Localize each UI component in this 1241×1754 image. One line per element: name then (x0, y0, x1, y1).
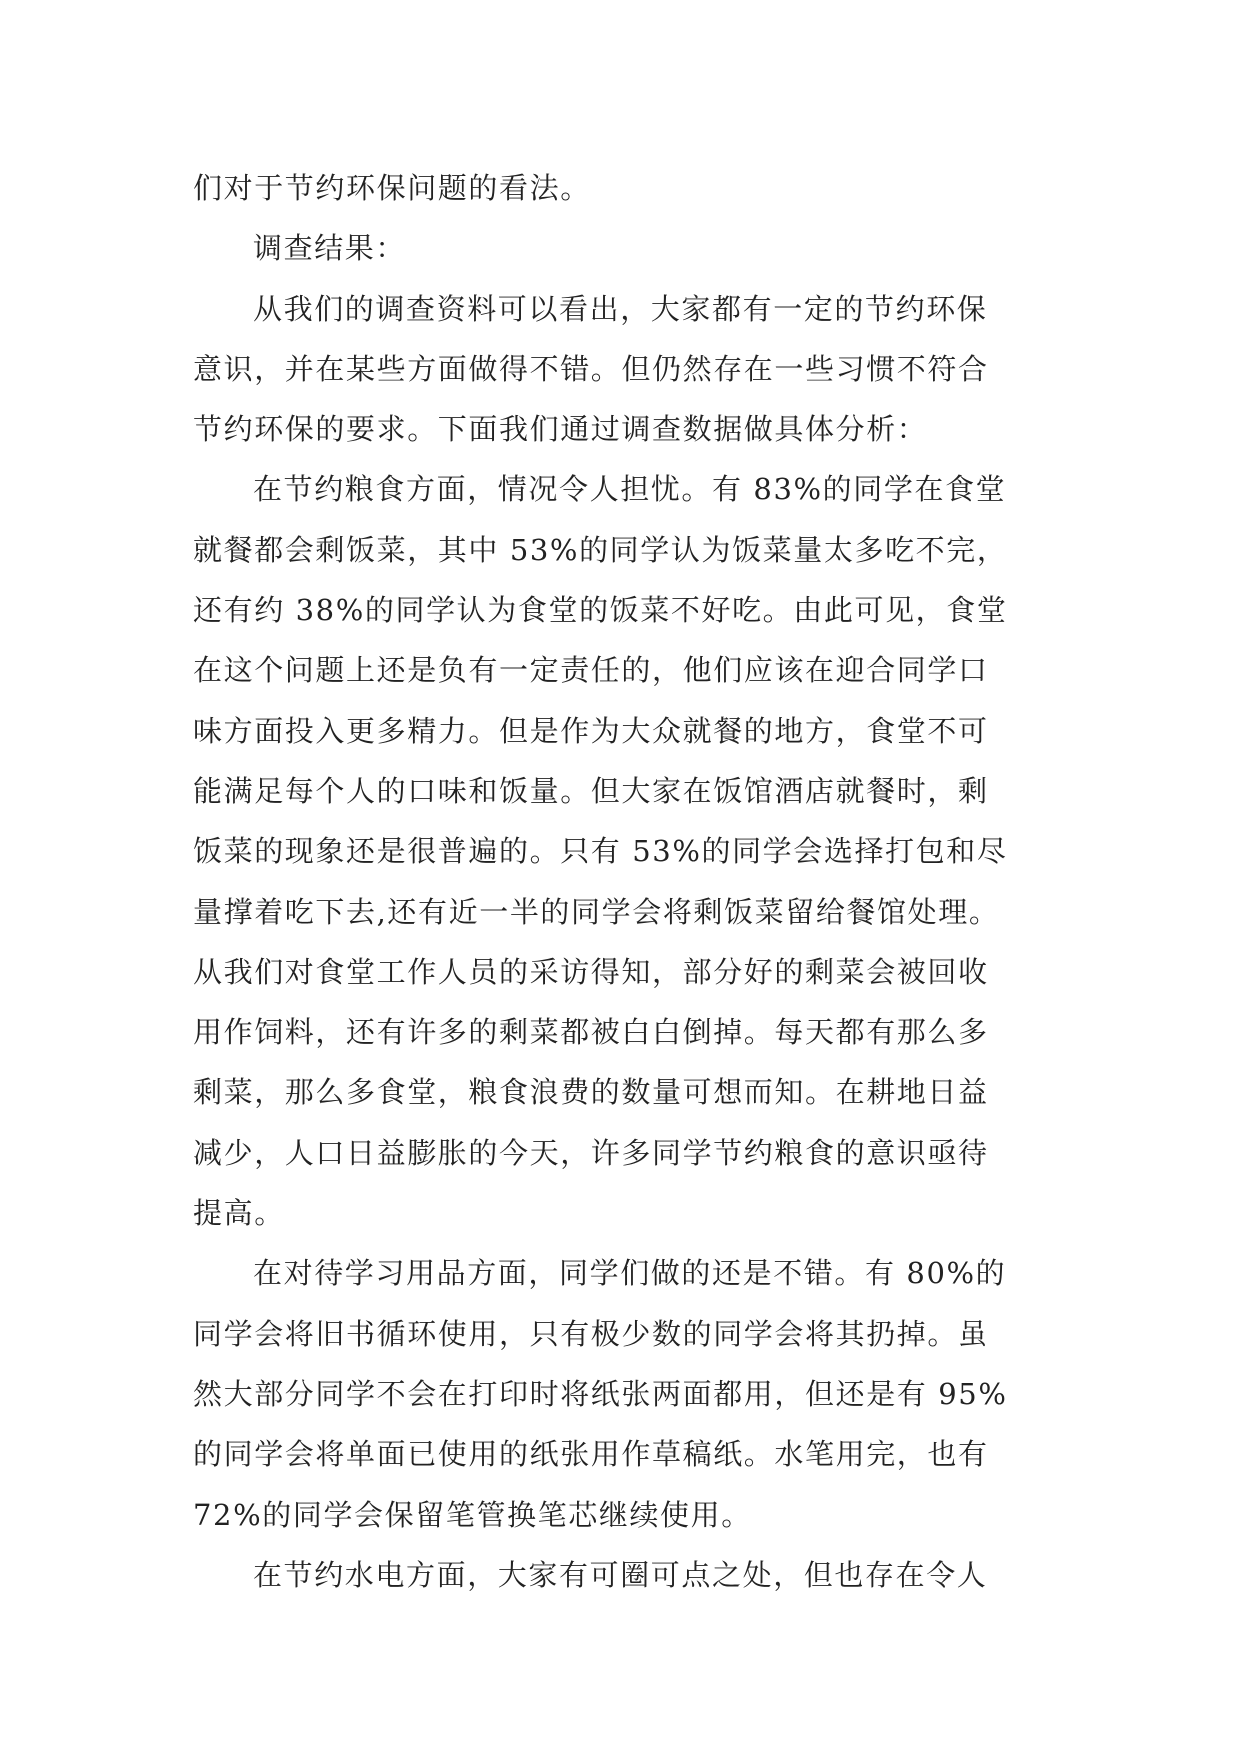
text-line: 减少，人口日益膨胀的今天，许多同学节约粮食的意识亟待 (193, 1135, 989, 1170)
text-line: 从我们的调查资料可以看出，大家都有一定的节约环保 (253, 291, 988, 326)
text-line: 在这个问题上还是负有一定责任的，他们应该在迎合同学口 (193, 653, 989, 688)
text-line: 意识，并在某些方面做得不错。但仍然存在一些习惯不符合 (193, 351, 989, 386)
text-line: 味方面投入更多精力。但是作为大众就餐的地方，食堂不可 (193, 713, 989, 748)
text-line: 然大部分同学不会在打印时将纸张两面都用，但还是有 95% (193, 1376, 1008, 1411)
text-line: 用作饲料，还有许多的剩菜都被白白倒掉。每天都有那么多 (193, 1015, 989, 1050)
text-line: 同学会将旧书循环使用，只有极少数的同学会将其扔掉。虽 (193, 1316, 989, 1351)
text-line: 在对待学习用品方面，同学们做的还是不错。有 80%的 (253, 1256, 1007, 1291)
text-line: 还有约 38%的同学认为食堂的饭菜不好吃。由此可见，食堂 (193, 593, 1008, 628)
text-line: 的同学会将单面已使用的纸张用作草稿纸。水笔用完，也有 (193, 1437, 989, 1472)
text-line: 从我们对食堂工作人员的采访得知，部分好的剩菜会被回收 (193, 954, 989, 989)
section-heading: 调查结果： (253, 231, 407, 266)
text-line: 提高。 (193, 1196, 285, 1231)
text-line: 能满足每个人的口味和饭量。但大家在饭馆酒店就餐时，剩 (193, 773, 989, 808)
text-line: 节约环保的要求。下面我们通过调查数据做具体分析： (193, 412, 928, 447)
text-line: 剩菜，那么多食堂，粮食浪费的数量可想而知。在耕地日益 (193, 1075, 989, 1110)
text-line: 在节约粮食方面，情况令人担忧。有 83%的同学在食堂 (253, 472, 1007, 507)
document-body (193, 158, 1053, 1605)
text-line: 就餐都会剩饭菜，其中 53%的同学认为饭菜量太多吃不完， (193, 532, 1008, 567)
text-line: 们对于节约环保问题的看法。 (193, 171, 591, 205)
text-line: 72%的同学会保留笔管换笔芯继续使用。 (193, 1497, 752, 1532)
text-line: 在节约水电方面，大家有可圈可点之处，但也存在令人 (253, 1557, 988, 1592)
text-line: 量撑着吃下去,还有近一半的同学会将剩饭菜留给餐馆处理。 (193, 894, 1000, 929)
text-line: 饭菜的现象还是很普遍的。只有 53%的同学会选择打包和尽 (193, 834, 1008, 869)
